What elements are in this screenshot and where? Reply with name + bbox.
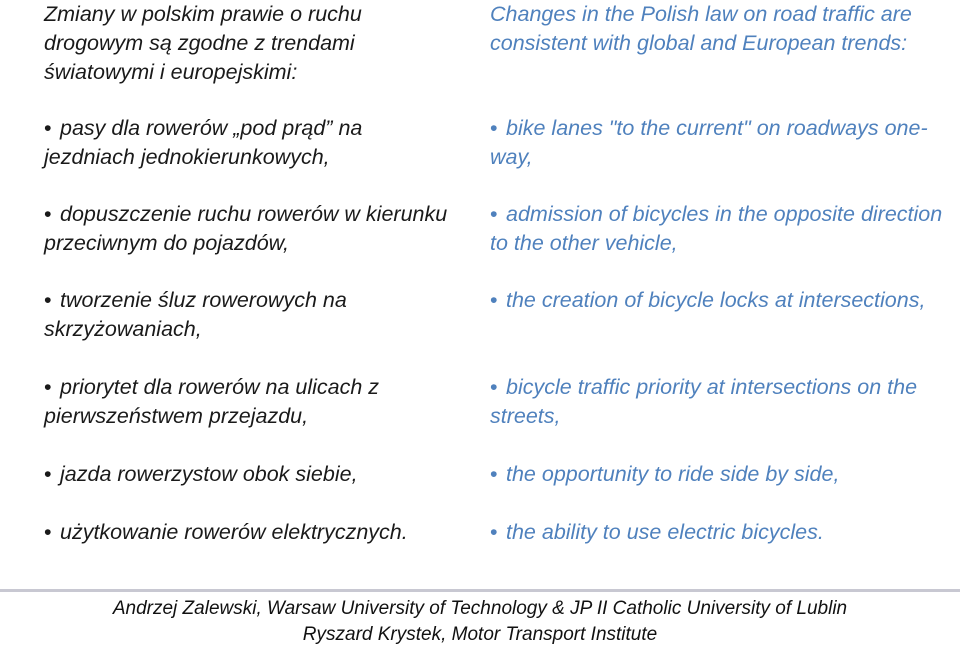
- bullet-icon: •: [490, 202, 498, 226]
- english-list-item: • bicycle traffic priority at intersections on the streets,: [490, 375, 918, 428]
- polish-list-item: • pasy dla rowerów „pod prąd” na jezdniach jednokierunkowych,: [44, 116, 363, 169]
- footer-authors-line: Andrzej Zalewski, Warsaw University of Technology & JP II Catholic University of Lublin: [112, 598, 848, 619]
- english-list-item: • admission of bicycles in the opposite direction to the other vehicle,: [490, 202, 943, 255]
- bullet-icon: •: [44, 202, 52, 226]
- bullet-icon: •: [490, 520, 498, 544]
- bullet-icon: •: [44, 520, 52, 544]
- footer-credits: [0, 596, 960, 648]
- footer-divider: [0, 589, 960, 592]
- english-list-item: • the opportunity to ride side by side,: [490, 460, 950, 489]
- footer-institute-line: Ryszard Krystek, Motor Transport Institute: [302, 624, 658, 645]
- bullet-icon: •: [44, 288, 52, 312]
- polish-list-item: • użytkowanie rowerów elektrycznych.: [44, 518, 454, 547]
- polish-list-item: • dopuszczenie ruchu rowerów w kierunku przeciwnym do pojazdów,: [44, 202, 448, 255]
- english-intro: Changes in the Polish law on road traffic are consistent with global and European trends:: [490, 2, 912, 55]
- bullet-icon: •: [44, 116, 52, 140]
- polish-list-item: • priorytet dla rowerów na ulicach z pierwszeństwem przejazdu,: [44, 375, 380, 428]
- polish-intro: Zmiany w polskim prawie o ruchu drogowym są zgodne z trendami światowymi i europejskimi:: [44, 2, 362, 84]
- bullet-icon: •: [490, 462, 498, 486]
- bullet-icon: •: [44, 375, 52, 399]
- bullet-icon: •: [490, 116, 498, 140]
- english-list-item: • the creation of bicycle locks at intersections,: [490, 286, 950, 315]
- polish-list-item: • tworzenie śluz rowerowych na skrzyżowaniach,: [44, 288, 347, 341]
- english-list-item: • the ability to use electric bicycles.: [490, 518, 950, 547]
- bullet-icon: •: [490, 375, 498, 399]
- bullet-icon: •: [44, 462, 52, 486]
- bullet-icon: •: [490, 288, 498, 312]
- polish-list-item: • jazda rowerzystow obok siebie,: [44, 460, 454, 489]
- english-list-item: • bike lanes "to the current" on roadways one-way,: [490, 116, 928, 169]
